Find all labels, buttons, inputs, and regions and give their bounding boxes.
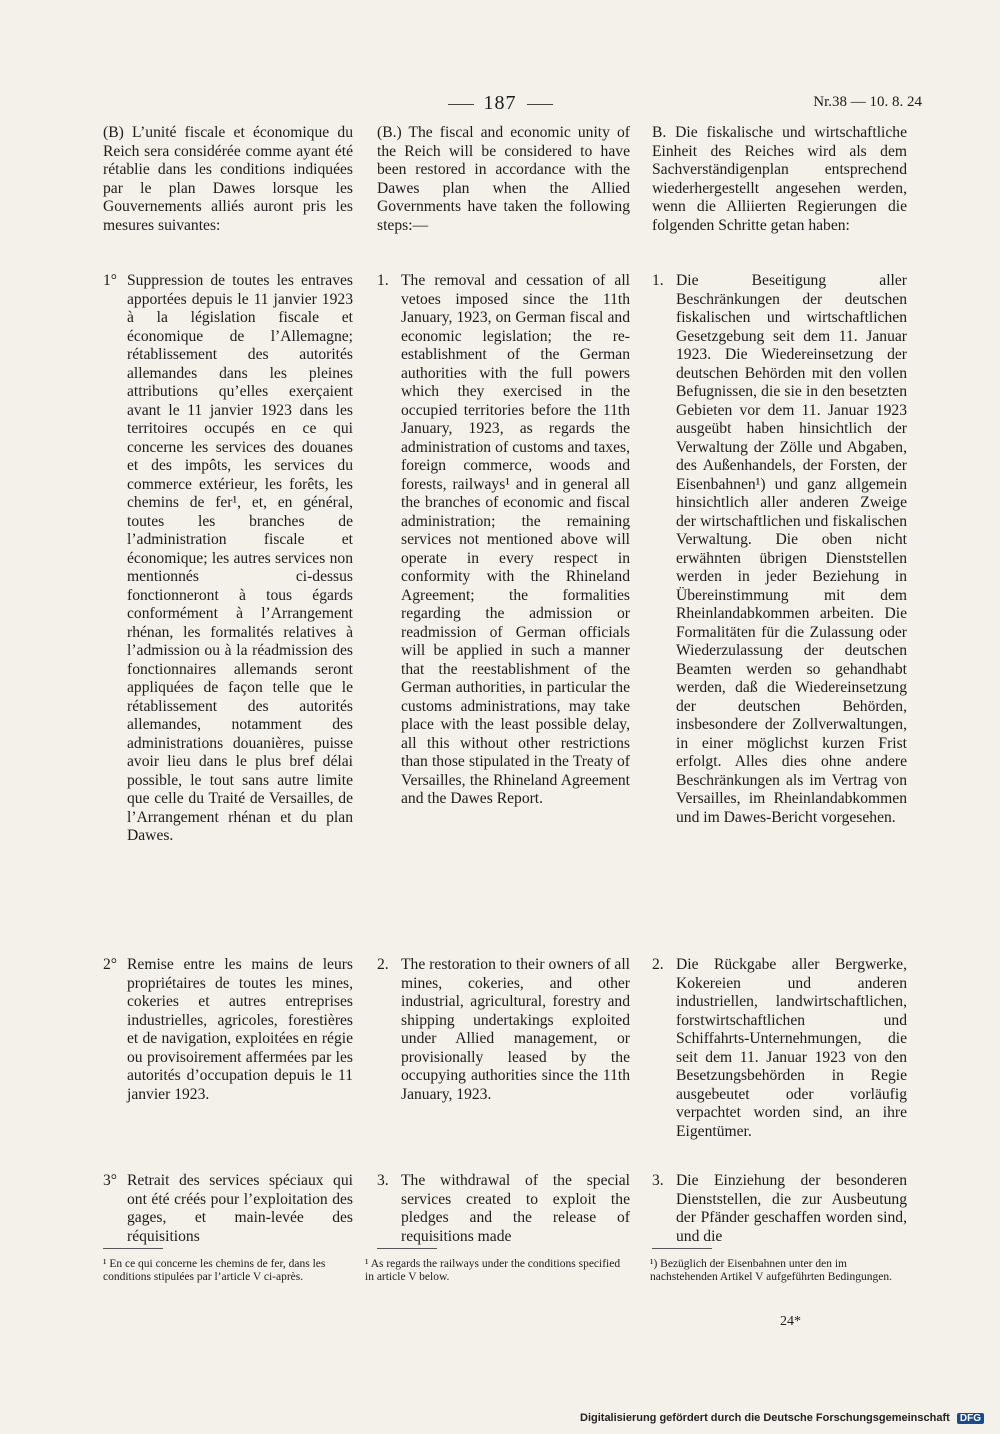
english-footnote: ¹ As regards the railways under the conditions specified in article V below. [365,1258,621,1283]
item-text: Die Rückgabe aller Bergwerke, Kokereien und anderen industriellen, landwirtschaftlichen, forstwirtschaftlichen und Schiffahrts-Unternehmungen, die seit dem 11. Januar 1923 von den Besetzungsbehörden in Regie ausgebeutet oder vorläufig verpachtet worden sind, an ihre Eigentümer. [676,956,907,1140]
english-item-1 [377,272,630,809]
item-text: Remise entre les mains de leurs propriétaires de toutes les mines, cokeries et autres entreprises industrielles, agricoles, forestières et de navigation, exploitées en régie ou provisoirement affermées par les autorités d’occupation depuis le 11 janvier 1923. [127,956,353,1103]
dfg-banner [580,1412,984,1424]
item-number: 2. [377,956,389,973]
french-footnote: ¹ En ce qui concerne les chemins de fer, dans les conditions stipulées par l’article V ci-après. [103,1258,326,1283]
french-item-2 [103,956,353,1104]
footnote-rule-french [103,1248,163,1249]
item-text: Die Beseitigung aller Beschränkungen der deutschen fiskalischen und wirtschaftlichen Gesetzgebung seit dem 11. Januar 1923. Die Wiedereinsetzung der deutschen Behörden mit den vollen Befugnissen, die sie in den besetzten Gebieten vor dem 11. Januar 1923 ausgeübt haben hinsichtlich der Verwaltung der Zölle und Abgaben, des Außenhandels, der Forsten, der Eisenbahnen¹) und ganz allgemein hinsichtlich aller anderen Zweige der wirtschaftlichen und fiskalischen Verwaltung. Die oben nicht erwähnten übrigen Dienststellen werden in jeder Beziehung in Übereinstimmung mit dem Rheinlandabkommen arbeiten. Die Formalitäten für die Zulassung oder Wiederzulassung der deutschen Beamten werden so gehandhabt werden, daß die Wiedereinsetzung der deutschen Behörden, insbesondere der Zollverwaltungen, in einer möglichst kurzen Frist erfolgt. Alles dies ohne andere Beschränkungen als im Vertrag von Versailles, im Rheinlandabkommen und im Dawes-Bericht vorgesehen. [676,272,907,826]
item-number: 1° [103,272,118,289]
english-item-3 [377,1172,630,1246]
german-item-2 [652,956,907,1141]
dfg-logo-icon: DFG [957,1413,984,1424]
item-number: 2. [652,956,664,973]
footnote-rule-german [652,1248,712,1249]
item-text: The withdrawal of the special services created to exploit the pledges and the release of requisitions made [401,1172,630,1245]
item-text: The removal and cessation of all vetoes imposed since the 11th January, 1923, on German fiscal and economic legislation; the re-establishment of the German authorities with the full powers which they exercised in the occupied territories before the 11th January, 1923, as regards the administration of customs and taxes, foreign commerce, woods and forests, railways¹ and in general all the branches of economic and fiscal administration; the remaining services not mentioned above will operate in every respect in conformity with the Rhineland Agreement; the formalities regarding the admission or readmission of German officials will be applied in such a manner that the reestablishment of the German authorities, in particular the customs administrations, may take place with the least possible delay, all this without other restrictions than those stipulated in the Treaty of Versailles, the Rhineland Agreement and the Dawes Report. [401,272,630,807]
issue-reference: Nr.38 — 10. 8. 24 [813,94,922,110]
english-intro: (B.) The fiscal and economic unity of the Reich will be considered to have been restored in accordance with the Dawes plan when the Allied Governments have taken the following steps:— [377,124,630,234]
english-item-2 [377,956,630,1104]
item-text: Die Einziehung der besonderen Dienststellen, die zur Ausbeutung der Pfänder geschaffen worden sind, und die [676,1172,907,1245]
french-column [103,124,353,1244]
dfg-banner-text: Digitalisierung gefördert durch die Deutsche Forschungsgemeinschaft [580,1412,950,1424]
item-text: Retrait des services spéciaux qui ont été créés pour l’exploitation des gages, et main-levée des réquisitions [127,1172,353,1245]
item-text: Suppression de toutes les entraves apportées depuis le 11 janvier 1923 à la législation fiscale et économique de l’Allemagne; rétablissement des autorités allemandes dans les pleines attributions qu’elles exerçaient avant le 11 janvier 1923 dans les territoires occupés en ce qui concerne les services des douanes et des impôts, les services du commerce extérieur, les forêts, les chemins de fer¹, et, en général, toutes les branches de l’administration fiscale et économique; les autres services non mentionnés ci-dessus fonctionneront à tous égards conformément à l’Arrangement rhénan, les formalités relatives à l’admission ou à la réadmission des fonctionnaires allemands seront appliquées de façon telle que le rétablissement des autorités allemandes, notamment des administrations douanières, puisse avoir lieu dans le plus bref délai possible, le tout sans autre limite que celle du Traité de Versailles, de l’Arrangement rhénan et du plan Dawes. [127,272,353,844]
german-intro: B. Die fiskalische und wirtschaftliche Einheit des Reiches wird als dem Sachverständigenplan entsprechend wiederhergestellt angesehen werden, wenn die Alliierten Regierungen die folgenden Schritte getan haben: [652,124,907,234]
page-number: 187 [0,92,1000,115]
item-number: 3° [103,1172,118,1189]
item-number: 2° [103,956,118,973]
item-number: 3. [652,1172,664,1189]
french-intro: (B) L’unité fiscale et économique du Reich sera considérée comme ayant été rétablie dans les conditions indiquées par le plan Dawes lorsque les Gouvernements alliés auront pris les mesures suivantes: [103,124,353,234]
item-number: 1. [652,272,664,289]
english-column [377,124,630,1244]
footnote-rule-english [377,1248,437,1249]
german-footnote: ¹) Bezüglich der Eisenbahnen unter den im nachstehenden Artikel V aufgeführten Bedingungen. [650,1258,892,1283]
item-text: The restoration to their owners of all mines, cokeries, and other industrial, agricultural, forestry and shipping undertakings exploited under Allied management, or provisionally leased by the occupying authorities since the 11th January, 1923. [401,956,630,1103]
page-header [0,92,1000,116]
signature-mark: 24* [780,1314,801,1329]
french-item-1 [103,272,353,846]
french-item-3 [103,1172,353,1246]
german-item-3 [652,1172,907,1246]
item-number: 3. [377,1172,389,1189]
german-item-1 [652,272,907,827]
item-number: 1. [377,272,389,289]
german-column [652,124,907,1244]
